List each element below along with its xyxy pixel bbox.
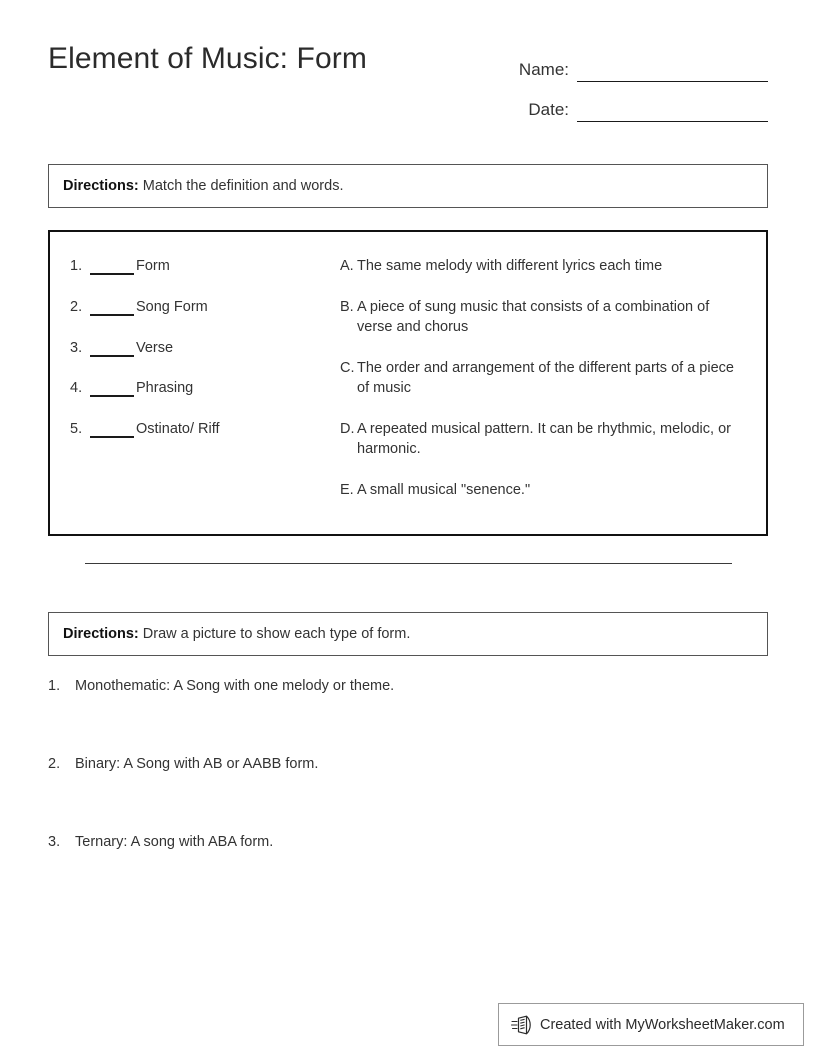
term-number: 4. (70, 380, 83, 397)
draw-item-number: 2. (48, 756, 61, 772)
matching-definitions-column (340, 232, 766, 534)
draw-item-number: 1. (48, 678, 61, 694)
matching-term-row (70, 378, 340, 400)
answer-blank[interactable] (90, 339, 134, 357)
name-label: Name: (518, 60, 569, 79)
draw-exercise-list (48, 678, 768, 912)
draw-list-item (48, 678, 768, 756)
definition-text: A small musical "senence." (357, 482, 531, 499)
matching-definition-row (340, 256, 748, 277)
term-label: Song Form (136, 298, 208, 315)
matching-term-row (70, 419, 340, 441)
definition-letter: D. (340, 420, 355, 437)
directions-bar-1 (48, 164, 768, 208)
term-number: 3. (70, 339, 83, 356)
draw-list-item (48, 756, 768, 834)
term-number: 2. (70, 298, 83, 315)
matching-term-row (70, 256, 340, 278)
answer-blank[interactable] (90, 420, 134, 438)
name-field-row (500, 50, 768, 82)
date-label: Date: (528, 100, 569, 119)
name-input[interactable] (577, 59, 768, 82)
term-number: 1. (70, 258, 83, 274)
directions-label: Directions: (63, 178, 139, 194)
matching-terms-column (50, 232, 340, 534)
directions-bar-2 (48, 612, 768, 656)
draw-item-text: Monothematic: A Song with one melody or theme. (75, 678, 395, 694)
directions-text: Match the definition and words. (138, 178, 344, 194)
answer-blank[interactable] (90, 379, 134, 397)
definition-text: The same melody with different lyrics each time (357, 258, 663, 274)
term-label: Phrasing (136, 380, 194, 397)
directions-text: Draw a picture to show each type of form. (138, 626, 411, 642)
definition-text: The order and arrangement of the different parts of a piece of music (357, 359, 734, 397)
footer-attribution-text: Created with MyWorksheetMaker.com (540, 1016, 785, 1033)
draw-item-text: Binary: A Song with AB or AABB form. (75, 756, 319, 772)
term-label: Ostinato/ Riff (136, 421, 220, 437)
definition-letter: E. (340, 482, 354, 499)
term-label: Form (136, 258, 170, 274)
worksheet-header (48, 42, 768, 132)
section-divider (85, 563, 732, 564)
draw-list-item (48, 834, 768, 912)
matching-exercise-box (48, 230, 768, 536)
matching-term-row (70, 338, 340, 360)
directions-label: Directions: (63, 626, 139, 642)
definition-letter: C. (340, 359, 355, 376)
myworksheetmaker-logo-icon (511, 1014, 533, 1036)
matching-definition-row (340, 419, 748, 460)
page-title: Element of Music: Form (48, 42, 367, 75)
name-date-fields (500, 50, 768, 130)
definition-text: A piece of sung music that consists of a combination of verse and chorus (357, 298, 710, 336)
definition-letter: A. (340, 258, 354, 274)
draw-item-text: Ternary: A song with ABA form. (75, 834, 274, 850)
answer-blank[interactable] (90, 257, 134, 275)
date-input[interactable] (577, 99, 768, 122)
definition-text: A repeated musical pattern. It can be rhythmic, melodic, or harmonic. (357, 420, 731, 458)
term-label: Verse (136, 339, 174, 356)
footer-attribution-badge[interactable] (498, 1003, 804, 1046)
definition-letter: B. (340, 298, 354, 315)
matching-definition-row (340, 358, 748, 399)
matching-definition-row (340, 480, 748, 501)
matching-term-row (70, 297, 340, 319)
matching-definition-row (340, 297, 748, 338)
answer-blank[interactable] (90, 298, 134, 316)
term-number: 5. (70, 421, 83, 437)
draw-item-number: 3. (48, 834, 61, 850)
date-field-row (500, 90, 768, 122)
